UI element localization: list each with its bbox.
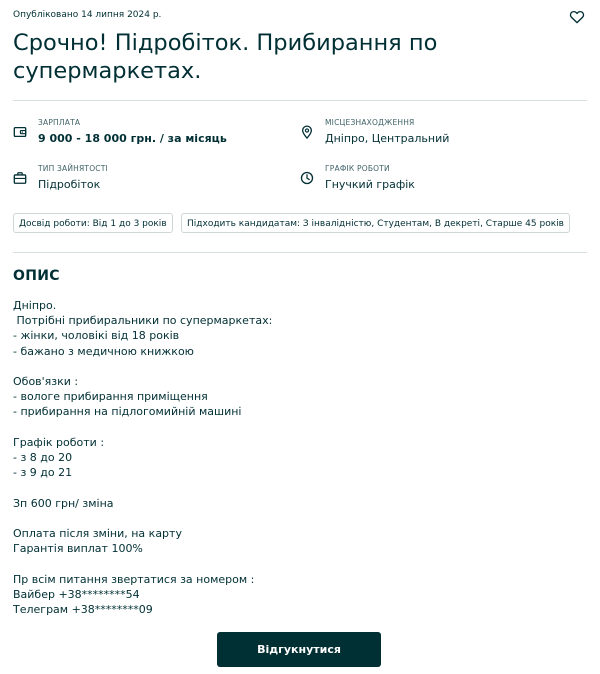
employment-type-block <box>13 164 283 204</box>
employment-type-label: ТИП ЗАЙНЯТОСТІ <box>38 164 108 173</box>
wallet-icon <box>13 125 27 139</box>
location-block <box>300 118 570 158</box>
apply-button[interactable]: Відгукнутися <box>217 632 381 667</box>
divider <box>13 100 587 101</box>
salary-block <box>13 118 283 158</box>
clock-icon <box>300 171 314 185</box>
employment-type-value: Підробіток <box>38 178 101 191</box>
location-value: Дніпро, Центральний <box>325 132 450 145</box>
tag-candidates: Підходить кандидатам: З інвалідністю, Студентам, В декреті, Старше 45 років <box>181 213 570 233</box>
schedule-value: Гнучкий графік <box>325 178 415 191</box>
description-text: Дніпро. Потрібні прибиральники по супермаркетах: - жінки, чоловікі від 18 років - бажано з медичною книжкою Обов'язки : - вологе прибирання приміщення - прибирання на підлогомийній машині Графік роботи : - з 8 до 20 - з 9 до 21 Зп 600 грн/ зміна Оплата після зміни, на карту Гарантія виплат 100% Пр всім питання звертатися за номером : Вайбер +38********54 Телеграм +38********09 <box>13 299 273 617</box>
schedule-block <box>300 164 570 204</box>
divider <box>13 252 587 253</box>
salary-value: 9 000 - 18 000 грн. / за місяць <box>38 132 227 145</box>
posted-date: Опубліковано 14 липня 2024 р. <box>13 10 162 20</box>
tag-experience: Досвід роботи: Від 1 до 3 років <box>13 213 173 233</box>
heart-icon[interactable] <box>569 9 585 25</box>
description-heading: ОПИС <box>13 268 60 284</box>
location-label: МІСЦЕЗНАХОДЖЕННЯ <box>325 118 415 127</box>
salary-label: ЗАРПЛАТА <box>38 118 81 127</box>
location-pin-icon <box>300 125 314 139</box>
job-title: Срочно! Підробіток. Прибирання по супермаркетах. <box>13 30 438 84</box>
schedule-label: ГРАФІК РОБОТИ <box>325 164 390 173</box>
briefcase-icon <box>13 171 27 185</box>
